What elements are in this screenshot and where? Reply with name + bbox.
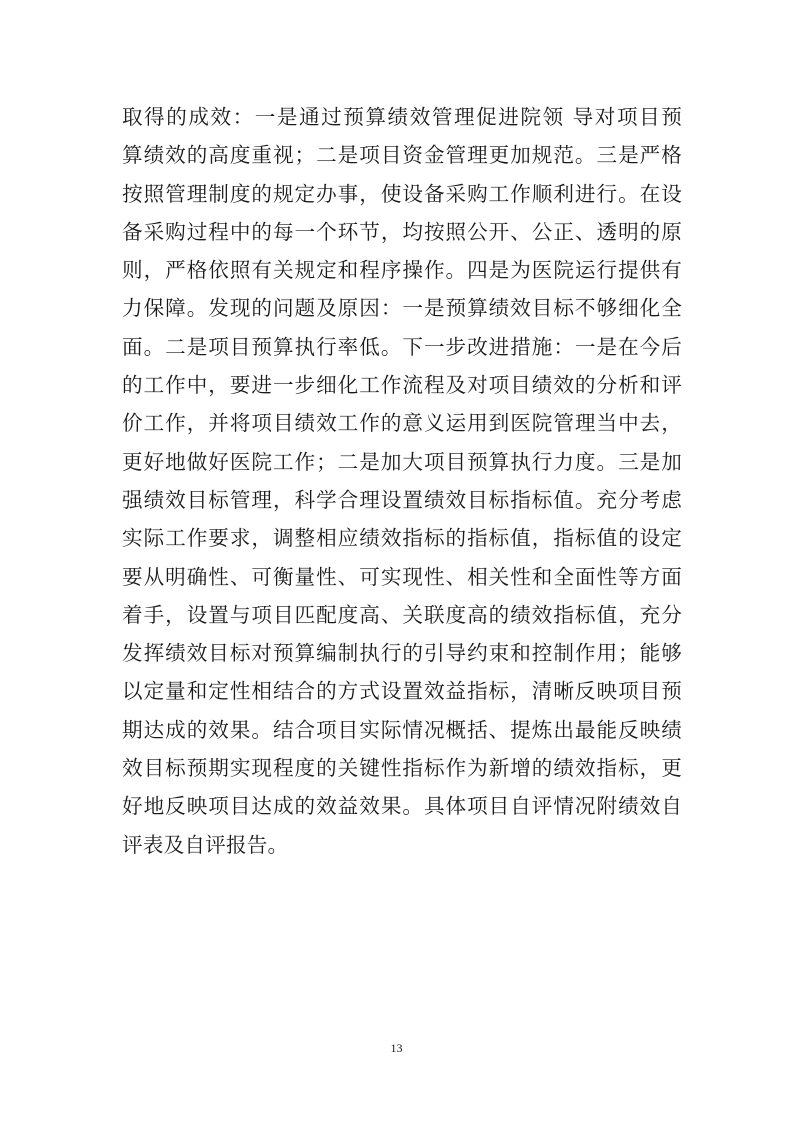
- text-line: 更好地做好医院工作；二是加大项目预算执行力度。三是加: [122, 449, 682, 474]
- body-paragraph: [122, 98, 682, 864]
- text-line: 效目标预期实现程度的关键性指标作为新增的绩效指标，更: [122, 756, 682, 781]
- text-line: 按照管理制度的规定办事，使设备采购工作顺利进行。在设: [122, 181, 682, 206]
- page-number: 13: [390, 1041, 403, 1055]
- text-line: 面。二是项目预算执行率低。下一步改进措施：一是在今后: [122, 334, 682, 359]
- text-line: 力保障。发现的问题及原因：一是预算绩效目标不够细化全: [122, 296, 682, 321]
- text-line: 备采购过程中的每一个环节，均按照公开、公正、透明的原: [122, 219, 682, 244]
- text-line: 的工作中，要进一步细化工作流程及对项目绩效的分析和评: [122, 373, 682, 398]
- text-line: 发挥绩效目标对预算编制执行的引导约束和控制作用；能够: [122, 641, 682, 666]
- text-line: 算绩效的高度重视；二是项目资金管理更加规范。三是严格: [122, 143, 682, 168]
- text-line: 则，严格依照有关规定和程序操作。四是为医院运行提供有: [122, 258, 682, 283]
- text-line: 取得的成效：一是通过预算绩效管理促进院领 导对项目预: [122, 105, 682, 129]
- text-line: 着手，设置与项目匹配度高、关联度高的绩效指标值，充分: [122, 602, 682, 627]
- text-line: 价工作，并将项目绩效工作的意义运用到医院管理当中去，: [122, 411, 682, 436]
- text-line-last: 评表及自评报告。: [122, 832, 289, 857]
- text-line: 好地反映项目达成的效益效果。具体项目自评情况附绩效自: [122, 794, 682, 819]
- text-line: 要从明确性、可衡量性、可实现性、相关性和全面性等方面: [122, 564, 682, 589]
- text-line: 实际工作要求，调整相应绩效指标的指标值，指标值的设定: [122, 526, 682, 551]
- text-line: 强绩效目标管理，科学合理设置绩效目标指标值。充分考虑: [122, 487, 682, 512]
- text-line: 以定量和定性相结合的方式设置效益指标，清晰反映项目预: [122, 679, 682, 704]
- text-line: 期达成的效果。结合项目实际情况概括、提炼出最能反映绩: [122, 717, 682, 742]
